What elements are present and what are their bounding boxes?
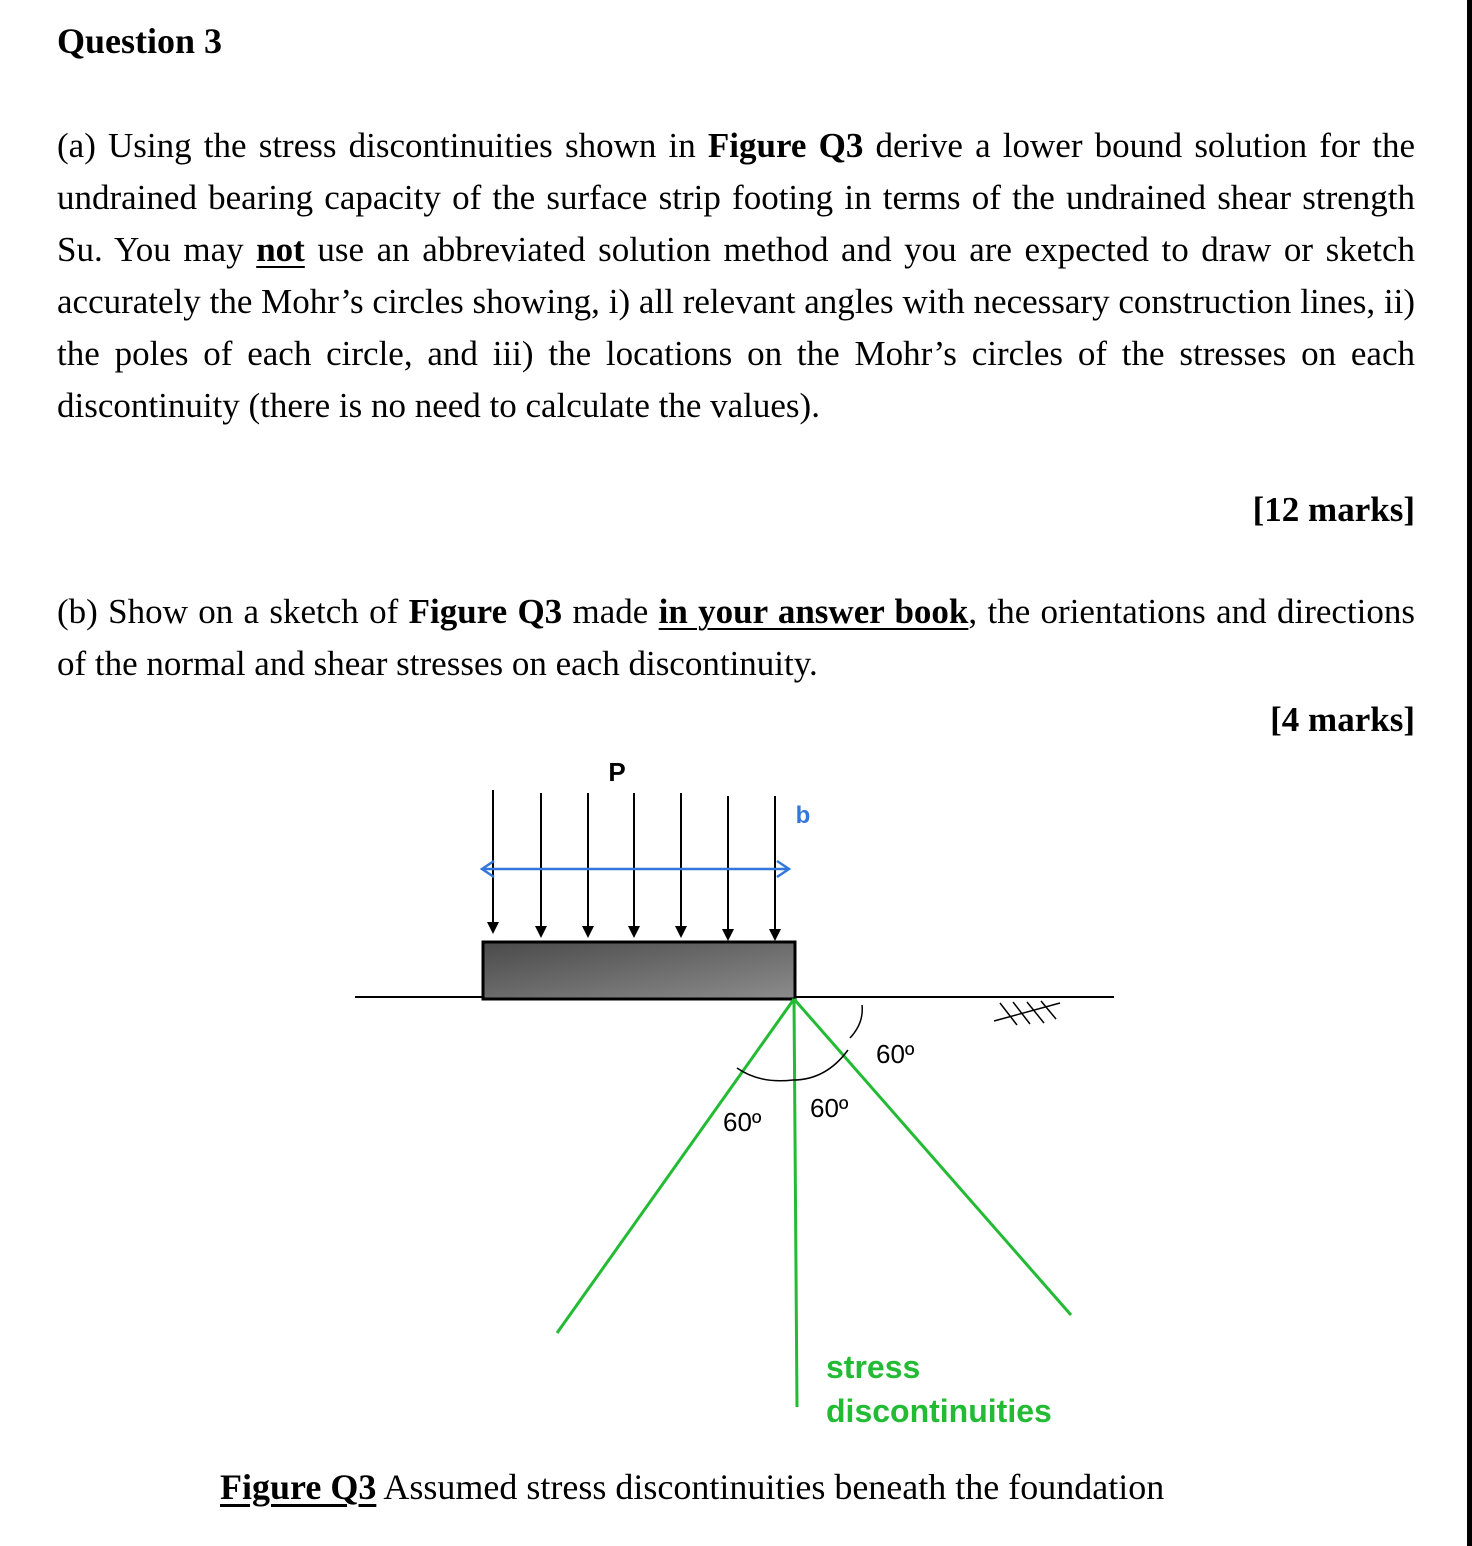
- load-arrowhead: [487, 922, 499, 934]
- angle-arc-middle: [793, 1050, 848, 1080]
- legend-line-1: stress: [826, 1349, 921, 1385]
- part-a-marks: [12 marks]: [1252, 490, 1415, 529]
- angle-label-bottom-left: 60º: [723, 1107, 762, 1137]
- angle-arc-right: [850, 1005, 862, 1038]
- discontinuity-left: [557, 999, 794, 1333]
- angle-label-bottom-right: 60º: [810, 1093, 849, 1123]
- load-arrowhead: [675, 926, 687, 938]
- figure-reference: Figure Q3: [408, 592, 563, 631]
- angle-label-right: 60º: [876, 1039, 915, 1069]
- question-title: Question 3: [57, 21, 223, 61]
- ground-hatch-symbol: [994, 1001, 1060, 1025]
- load-arrowhead: [535, 926, 547, 938]
- load-arrows: [487, 790, 781, 941]
- discontinuity-vertical: [794, 999, 797, 1407]
- legend-line-2: discontinuities: [826, 1393, 1052, 1429]
- caption-text: Assumed stress discontinuities beneath the foundation: [376, 1467, 1165, 1507]
- width-label: b: [795, 802, 811, 829]
- load-arrowhead: [582, 926, 594, 938]
- angle-arcs: [737, 1005, 862, 1081]
- emphasis-answer-book: in your answer book: [658, 592, 969, 631]
- part-a-text: (a) Using the stress discontinuities shown in Figure Q3 derive a lower bound solution for the undrained bearing capacity of the surface strip footing in terms of the undrained shear strength Su. You may not use an abbreviated solution method and you are expected to draw or sketch accurately the Mohr’s circles showing, i) all relevant angles with necessary construction lines, ii) the poles of each circle, and iii) the locations on the Mohr’s circles of the stresses on each discontinuity (there is no need to calculate the values).: [57, 126, 1416, 425]
- load-arrowhead: [722, 929, 734, 941]
- figure-caption: [220, 1464, 1164, 1510]
- emphasis-not: not: [256, 230, 305, 269]
- load-label: P: [608, 757, 626, 787]
- load-arrowhead: [628, 926, 640, 938]
- discontinuity-right: [794, 999, 1071, 1315]
- figure-reference: Figure Q3: [707, 126, 864, 165]
- strip-footing: [483, 942, 795, 999]
- load-arrowhead: [769, 929, 781, 941]
- width-dimension: [482, 861, 789, 877]
- stress-discontinuities: [557, 999, 1071, 1407]
- part-b-marks: [4 marks]: [1270, 700, 1415, 739]
- caption-label: Figure Q3: [220, 1467, 377, 1507]
- part-b-text: (b) Show on a sketch of Figure Q3 made in your answer book, the orientations and directions of the normal and shear stresses on each discontinuity.: [57, 592, 1415, 683]
